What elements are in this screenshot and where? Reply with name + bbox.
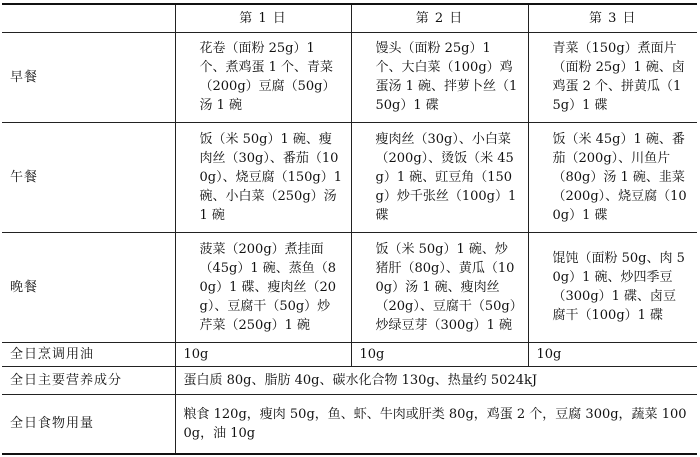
oil-day1: 10g [175, 342, 351, 366]
food-value: 粮食 120g，瘦肉 50g，鱼、虾、牛肉或肝类 80g，鸡蛋 2 个，豆腐 300g，蔬菜 1000g，油 10g [175, 394, 697, 454]
header-day3: 第 3 日 [528, 4, 697, 32]
lunch-day3: 饭（米 45g）1 碗、番茄（200g）、川鱼片（80g）汤 1 碗、韭菜（200g）、烧豆腐（100g）1 碟 [528, 122, 697, 232]
dinner-row [2, 232, 697, 342]
three-day-menu-table [2, 3, 697, 455]
breakfast-label: 早餐 [2, 32, 175, 122]
nutrition-row [2, 366, 697, 394]
breakfast-day3: 青菜（150g）煮面片（面粉 25g）1 碗、卤鸡蛋 2 个、拼黄瓜（15g）1 碟 [528, 32, 697, 122]
food-label: 全日食物用量 [2, 394, 175, 454]
dinner-day3: 馄饨（面粉 50g、肉 50g）1 碗、炒四季豆（300g）1 碟、卤豆腐干（100g）1 碟 [528, 232, 697, 342]
food-row [2, 394, 697, 454]
dinner-label: 晚餐 [2, 232, 175, 342]
header-row [2, 4, 697, 32]
breakfast-day1: 花卷（面粉 25g）1 个、煮鸡蛋 1 个、青菜（200g）豆腐（50g）汤 1 碗 [175, 32, 351, 122]
nutrition-label: 全日主要营养成分 [2, 366, 175, 394]
header-day1: 第 1 日 [175, 4, 351, 32]
lunch-day1: 饭（米 50g）1 碗、瘦肉丝（30g）、番茄（100g）、烧豆腐（150g）1 碗、小白菜（250g）汤 1 碗 [175, 122, 351, 232]
corner-cell [2, 4, 175, 32]
header-day2: 第 2 日 [351, 4, 528, 32]
lunch-label: 午餐 [2, 122, 175, 232]
oil-day3: 10g [528, 342, 697, 366]
dinner-day2: 饭（米 50g）1 碗、炒猪肝（80g）、黄瓜（100g）汤 1 碗、瘦肉丝（20g）、豆腐干（50g）炒绿豆芽（300g）1 碗 [351, 232, 528, 342]
lunch-row [2, 122, 697, 232]
breakfast-row [2, 32, 697, 122]
oil-label: 全日烹调用油 [2, 342, 175, 366]
dinner-day1: 菠菜（200g）煮挂面（45g）1 碗、蒸鱼（80g）1 碟、瘦肉丝（20g）、豆腐干（50g）炒芹菜（250g）1 碗 [175, 232, 351, 342]
oil-day2: 10g [351, 342, 528, 366]
oil-row [2, 342, 697, 366]
lunch-day2: 瘦肉丝（30g）、小白菜（200g）、烫饭（米 45g）1 碗、豇豆角（150g）炒千张丝（100g）1 碟 [351, 122, 528, 232]
nutrition-value: 蛋白质 80g、脂肪 40g、碳水化合物 130g、热量约 5024kJ [175, 366, 697, 394]
breakfast-day2: 馒头（面粉 25g）1 个、大白菜（100g）鸡蛋汤 1 碗、拌萝卜丝（150g）1 碟 [351, 32, 528, 122]
